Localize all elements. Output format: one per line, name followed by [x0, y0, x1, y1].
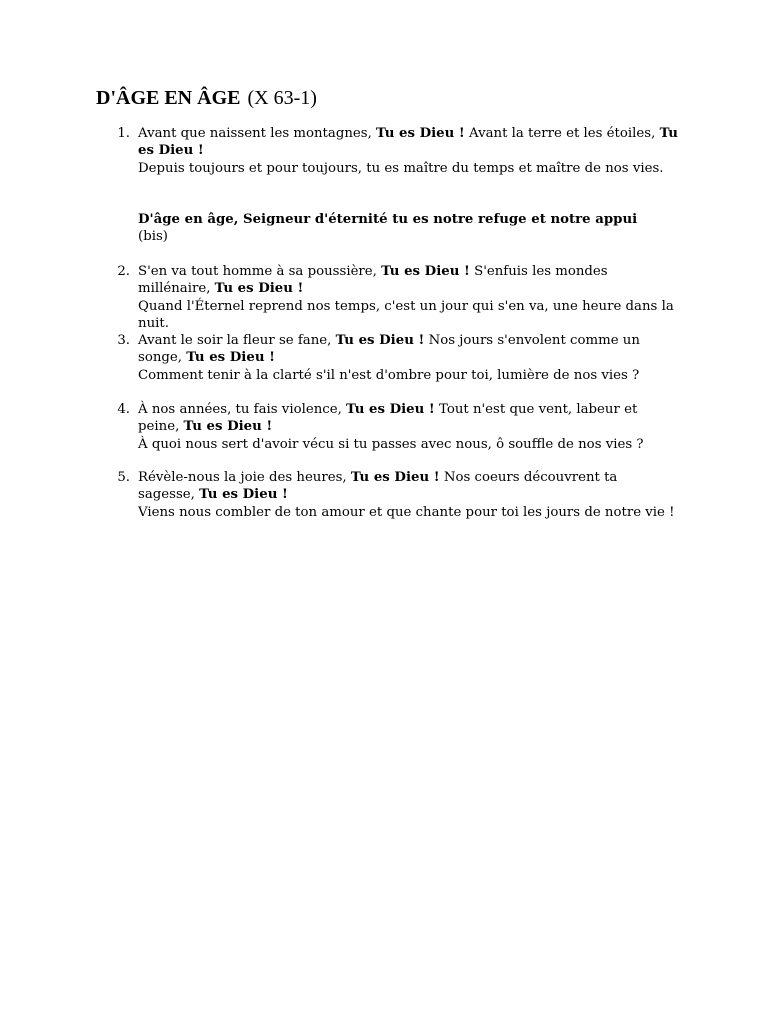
- stanza-line-1: [138, 263, 678, 298]
- refrain-phrase: Tu es Dieu !: [186, 350, 275, 366]
- stanza-text: Avant la terre et les étoiles,: [464, 126, 660, 141]
- refrain: [138, 211, 698, 246]
- stanza-text: Révèle-nous la joie des heures,: [138, 470, 351, 485]
- refrain-bis: (bis): [138, 229, 168, 245]
- stanza-number: 1.: [117, 126, 130, 141]
- song-code: (X 63-1): [247, 87, 317, 109]
- stanza-text: S'en va tout homme à sa poussière,: [138, 264, 382, 279]
- song-title-main: D'ÂGE EN ÂGE: [96, 87, 241, 109]
- stanza-text: Nos coeurs découvrent ta sagesse,: [138, 470, 618, 503]
- song-title: [96, 86, 317, 110]
- stanza-line-1: [138, 401, 678, 436]
- refrain-phrase: Tu es Dieu !: [346, 402, 435, 417]
- stanza-line-1: [138, 332, 678, 367]
- stanza-5: [108, 469, 688, 521]
- stanza-3: [108, 332, 688, 384]
- stanza-4: [108, 401, 688, 453]
- stanza-line-2: À quoi nous sert d'avoir vécu si tu passes avec nous, ô souffle de nos vies ?: [138, 436, 644, 452]
- refrain-phrase: Tu es Dieu !: [138, 126, 678, 159]
- stanza-line-1: [138, 469, 678, 504]
- refrain-phrase: Tu es Dieu !: [183, 419, 273, 435]
- stanza-text: S'enfuis les mondes millénaire,: [138, 264, 608, 297]
- stanza-line-2: Comment tenir à la clarté s'il n'est d'ombre pour toi, lumière de nos vies ?: [138, 367, 640, 383]
- stanza-line-2: Quand l'Éternel reprend nos temps, c'est un jour qui s'en va, une heure dans la nuit.: [138, 298, 674, 332]
- refrain-phrase: Tu es Dieu !: [214, 281, 304, 297]
- stanza-line-1: [138, 125, 678, 160]
- refrain-line: D'âge en âge, Seigneur d'éternité tu es notre refuge et notre appui: [138, 212, 638, 227]
- stanza-1: [108, 125, 688, 177]
- stanza-2: [108, 263, 688, 333]
- stanza-text: Nos jours s'envolent comme un songe,: [138, 333, 640, 366]
- stanza-number: 5.: [117, 470, 130, 485]
- stanza-number: 3.: [117, 333, 130, 348]
- stanza-number: 2.: [117, 264, 130, 279]
- stanza-text: Avant le soir la fleur se fane,: [138, 333, 336, 348]
- stanza-line-2: Viens nous combler de ton amour et que chante pour toi les jours de notre vie !: [138, 504, 675, 520]
- refrain-phrase: Tu es Dieu !: [350, 470, 440, 485]
- refrain-phrase: Tu es Dieu !: [199, 487, 288, 503]
- stanza-line-2: Depuis toujours et pour toujours, tu es maître du temps et maître de nos vies.: [138, 160, 664, 176]
- stanza-text: Avant que naissent les montagnes,: [138, 126, 377, 141]
- stanza-number: 4.: [117, 402, 130, 417]
- stanza-text: À nos années, tu fais violence,: [138, 402, 347, 417]
- refrain-phrase: Tu es Dieu !: [376, 126, 465, 141]
- stanza-text: Tout n'est que vent, labeur et peine,: [138, 402, 638, 435]
- refrain-phrase: Tu es Dieu !: [335, 333, 425, 348]
- refrain-phrase: Tu es Dieu !: [381, 264, 470, 279]
